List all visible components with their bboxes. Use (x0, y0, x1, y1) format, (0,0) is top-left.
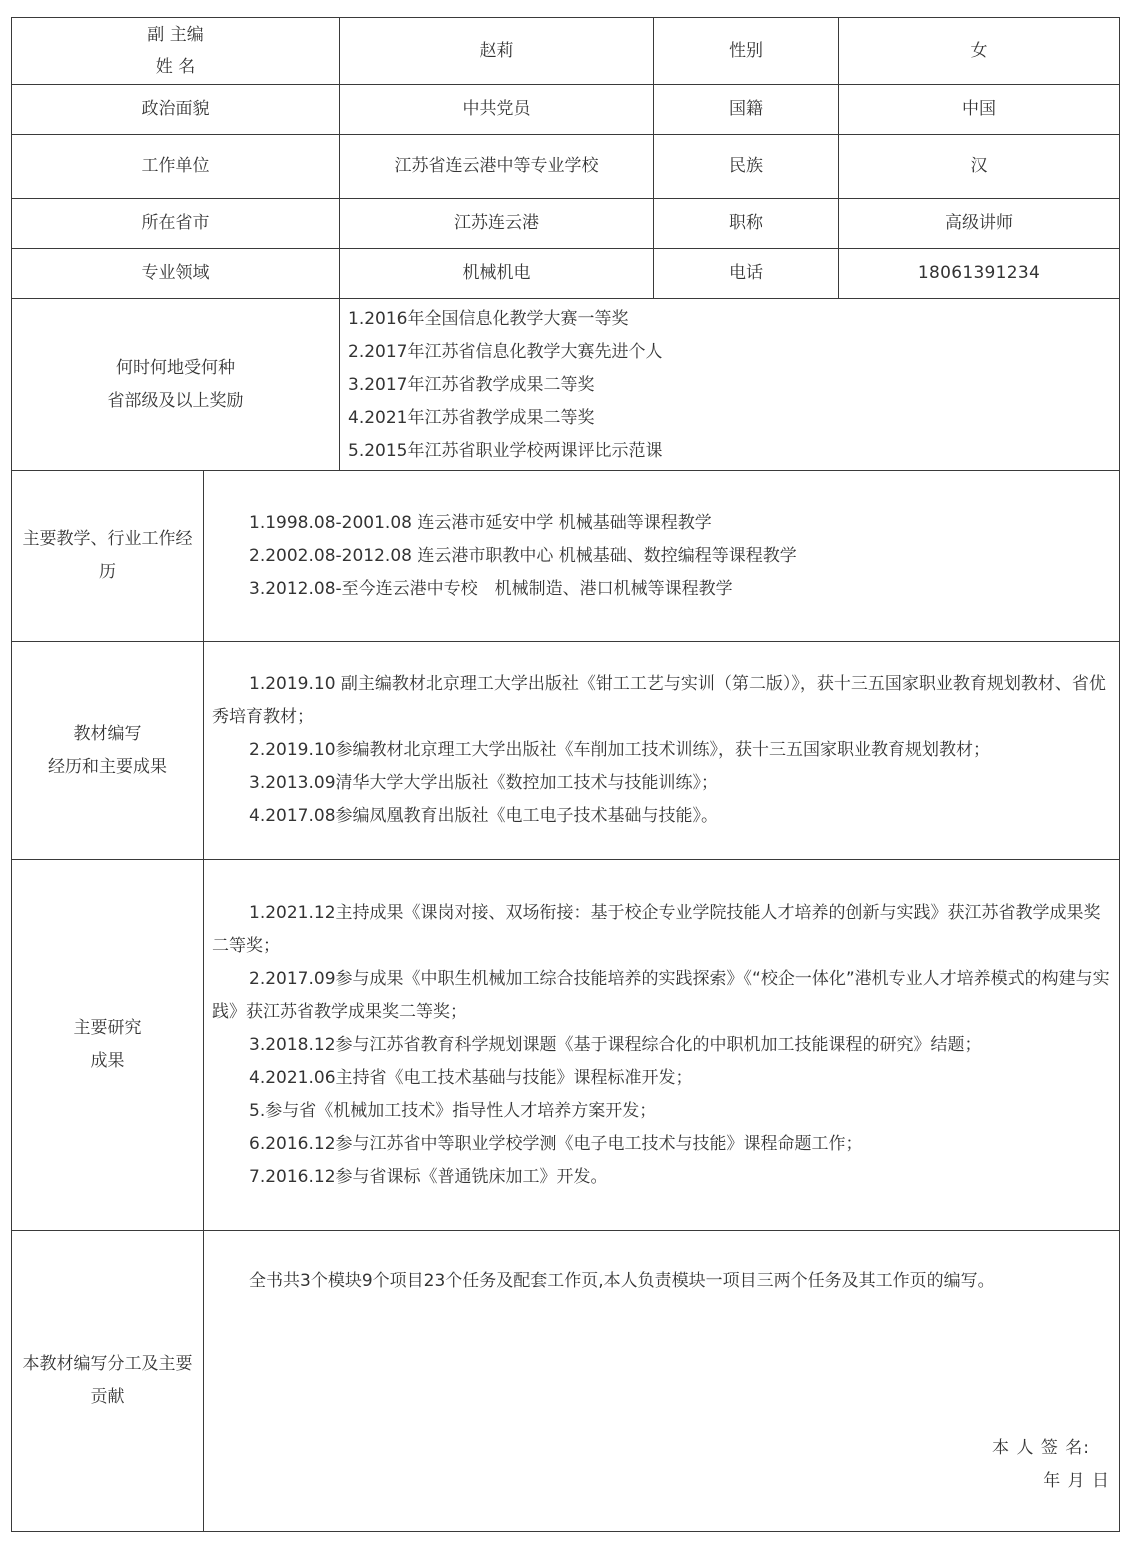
title-value: 高级讲师 (945, 213, 1013, 233)
textbooks-label-line2: 经历和主要成果 (48, 756, 167, 777)
list-item: 6.2016.12参与江苏省中等职业学校学测《电子电工技术与技能》课程命题工作； (249, 1134, 863, 1154)
work-unit-value: 江苏省连云港中等专业学校 (394, 156, 599, 176)
list-item: 2.2002.08-2012.08 连云港市职教中心 机械基础、数控编程等课程教学 (249, 546, 797, 566)
contribution-label-line2: 贡献 (90, 1387, 125, 1407)
name-label-line2: 姓 名 (155, 57, 196, 77)
experience-label-line2: 历 (99, 562, 116, 582)
title-label: 职称 (729, 213, 763, 233)
list-item: 4.2021年江苏省教学成果二等奖 (348, 408, 595, 428)
field-value: 机械机电 (462, 263, 531, 283)
date-label: 年 月 日 (1043, 1471, 1110, 1491)
politics-label: 政治面貌 (141, 99, 210, 119)
list-item: 4.2017.08参编凤凰教育出版社《电工电子技术基础与技能》。 (249, 806, 719, 826)
gender-value: 女 (970, 40, 988, 61)
signature-label: 本 人 签 名: (992, 1438, 1090, 1458)
name-label (12, 18, 339, 84)
column-divider (203, 470, 204, 1532)
politics-value: 中共党员 (462, 99, 531, 119)
list-item: 5.参与省《机械加工技术》指导性人才培养方案开发； (249, 1101, 657, 1121)
province-label: 所在省市 (141, 213, 210, 233)
awards-list (348, 303, 1113, 468)
list-item: 1.2019.10 副主编教材北京理工大学出版社《钳工工艺与实训（第二版）》，获十三五国家职业教育规划教材、省优秀培育教材； (212, 674, 1106, 727)
textbooks-label-line1: 教材编写 (73, 723, 142, 744)
work-unit-label: 工作单位 (141, 156, 210, 176)
name-label-line1: 副 主编 (147, 25, 204, 45)
ethnicity-label: 民族 (729, 156, 763, 176)
list-item: 3.2017年江苏省教学成果二等奖 (348, 375, 595, 395)
list-item: 2.2019.10参编教材北京理工大学出版社《车削加工技术训练》，获十三五国家职业教育规划教材； (249, 740, 991, 760)
name-value: 赵莉 (479, 40, 514, 61)
list-item: 4.2021.06主持省《电工技术基础与技能》课程标准开发； (249, 1068, 693, 1088)
list-item: 3.2018.12参与江苏省教育科学规划课题《基于课程综合化的中职机加工技能课程的研究》结题； (249, 1035, 982, 1055)
province-value: 江苏连云港 (454, 213, 539, 233)
textbooks-label (12, 642, 203, 859)
list-item: 1.2021.12主持成果《课岗对接、双场衔接：基于校企专业学院技能人才培养的创新与实践》获江苏省教学成果奖二等奖； (212, 903, 1101, 956)
list-item: 1.1998.08-2001.08 连云港市延安中学 机械基础等课程教学 (249, 513, 712, 533)
list-item: 2.2017.09参与成果《中职生机械加工综合技能培养的实践探索》《“校企一体化”港机专业人才培养模式的构建与实践》获江苏省教学成果奖二等奖； (212, 969, 1110, 1022)
experience-label (12, 471, 203, 641)
experience-list (212, 507, 1110, 606)
gender-label: 性别 (729, 40, 763, 61)
awards-label-line2: 省部级及以上奖励 (107, 390, 244, 411)
awards-label (12, 299, 339, 470)
list-item: 3.2012.08-至今连云港中专校 机械制造、港口机械等课程教学 (249, 579, 733, 599)
research-list (212, 897, 1110, 1194)
list-item: 1.2016年全国信息化教学大赛一等奖 (348, 309, 629, 329)
list-item: 7.2016.12参与省课标《普通铣床加工》开发。 (249, 1167, 608, 1187)
textbooks-list (212, 668, 1110, 833)
phone-value: 18061391234 (917, 263, 1041, 283)
phone-label: 电话 (729, 263, 763, 283)
list-item: 2.2017年江苏省信息化教学大赛先进个人 (348, 342, 663, 362)
contribution-paragraph: 全书共3个模块9个项目23个任务及配套工作页,本人负责模块一项目三两个任务及其工作页的编写。 (249, 1271, 995, 1291)
awards-label-line1: 何时何地受何种 (116, 357, 235, 378)
contribution-label-line1: 本教材编写分工及主要 (22, 1354, 193, 1374)
list-item: 3.2013.09清华大学大学出版社《数控加工技术与技能训练》； (249, 773, 719, 793)
research-label-line1: 主要研究 (73, 1018, 142, 1038)
experience-label-line1: 主要教学、行业工作经 (22, 529, 193, 549)
ethnicity-value: 汉 (970, 156, 988, 176)
nationality-label: 国籍 (729, 99, 763, 119)
nationality-value: 中国 (962, 99, 996, 119)
field-label: 专业领域 (141, 263, 210, 283)
contribution-text (212, 1265, 1110, 1298)
contribution-label (12, 1231, 203, 1531)
research-label-line2: 成果 (90, 1051, 125, 1071)
list-item: 5.2015年江苏省职业学校两课评比示范课 (348, 441, 663, 461)
research-label (12, 860, 203, 1230)
